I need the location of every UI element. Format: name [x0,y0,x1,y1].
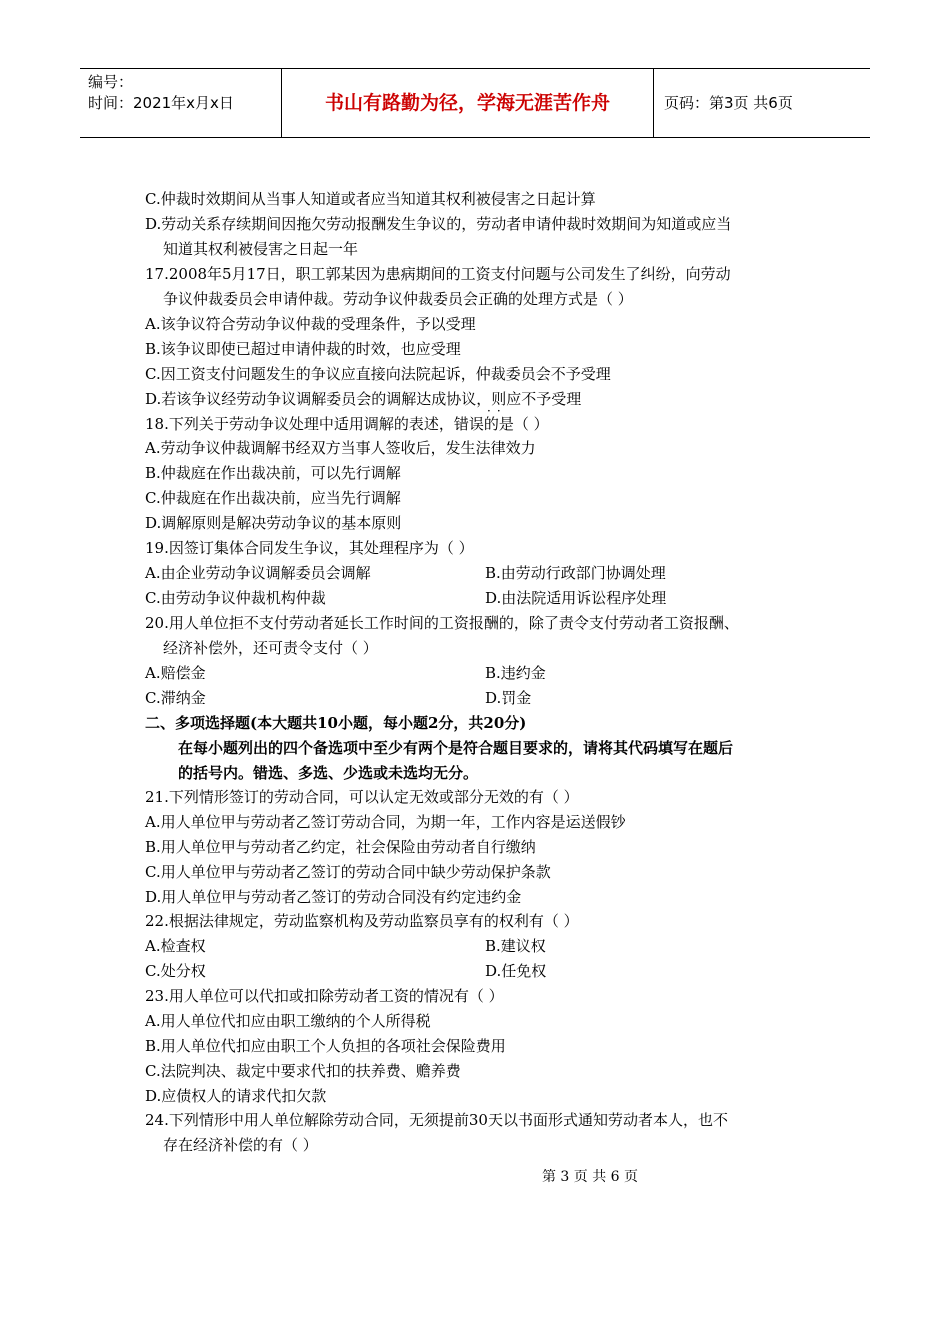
option-line: D.调解原则是解决劳动争议的基本原则 [145,514,402,532]
option-line: A.赔偿金 [145,664,206,682]
option-line: C.法院判决、裁定中要求代扣的扶养费、赡养费 [145,1062,461,1080]
header-meta-cell [80,69,282,137]
option-line: 知道其权利被侵害之日起一年 [163,240,359,258]
option-line: A.由企业劳动争议调解委员会调解 [145,564,371,582]
question-17-cont: 争议仲裁委员会申请仲裁。劳动争议仲裁委员会正确的处理方式是（ ） [163,290,633,308]
option-line: D.劳动关系存续期间因拖欠劳动报酬发生争议的，劳动者申请仲裁时效期间为知道或应当 [145,215,732,233]
question-22: 22.根据法律规定，劳动监察机构及劳动监察员享有的权利有（ ） [145,912,579,930]
section-instruction: 在每小题列出的四个备选项中至少有两个是符合题目要求的，请将其代码填写在题后 [178,739,734,757]
question-20: 20.用人单位拒不支付劳动者延长工作时间的工资报酬的，除了责令支付劳动者工资报酬、 [145,614,739,632]
option-line: A.用人单位代扣应由职工缴纳的个人所得税 [145,1012,431,1030]
option-line: D.若该争议经劳动争议调解委员会的调解达成协议，则应不予受理 [145,390,582,408]
option-line: A.劳动争议仲裁调解书经双方当事人签收后，发生法律效力 [145,439,536,457]
option-line: C.处分权 [145,962,206,980]
option-line: A.检查权 [145,937,206,955]
section-heading: 二、多项选择题(本大题共10小题，每小题2分，共20分) [145,714,527,732]
document-number: 编号： [88,73,134,91]
page-footer: 第 3 页 共 6 页 [541,1169,639,1185]
option-line: C.因工资支付问题发生的争议应直接向法院起诉，仲裁委员会不予受理 [145,365,611,383]
option-line: C.由劳动争议仲裁机构仲裁 [145,589,326,607]
document-date: 时间：2021年x月x日 [88,94,234,112]
option-line: A.该争议符合劳动争议仲裁的受理条件，予以受理 [145,315,476,333]
header-motto: 书山有路勤为径，学海无涯苦作舟 [282,69,654,137]
question-17: 17.2008年5月17日，职工郭某因为患病期间的工资支付问题与公司发生了纠纷，向劳动 [145,265,731,283]
question-20-cont: 经济补偿外，还可责令支付（ ） [163,639,378,657]
option-line: D.罚金 [485,689,532,707]
option-line: C.滞纳金 [145,689,206,707]
option-line: C.仲裁庭在作出裁决前，应当先行调解 [145,489,401,507]
question-24-cont: 存在经济补偿的有（ ） [163,1136,318,1154]
option-line: B.建议权 [485,937,546,955]
question-21: 21.下列情形签订的劳动合同，可以认定无效或部分无效的有（ ） [145,788,579,806]
section-instruction-cont: 的括号内。错选、多选、少选或未选均无分。 [178,764,479,782]
question-18: 18.下列关于劳动争议处理中适用调解的表述，错误的是（ ） [145,415,549,433]
question-23: 23.用人单位可以代扣或扣除劳动者工资的情况有（ ） [145,987,504,1005]
option-line: A.用人单位甲与劳动者乙签订劳动合同，为期一年，工作内容是运送假钞 [145,813,626,831]
option-line: B.仲裁庭在作出裁决前，可以先行调解 [145,464,401,482]
option-line: B.该争议即使已超过申请仲裁的时效，也应受理 [145,340,461,358]
option-line: B.用人单位甲与劳动者乙约定，社会保险由劳动者自行缴纳 [145,838,536,856]
option-line: D.用人单位甲与劳动者乙签订的劳动合同没有约定违约金 [145,888,522,906]
option-line: D.应债权人的请求代扣欠款 [145,1087,327,1105]
option-line: D.由法院适用诉讼程序处理 [485,589,667,607]
header-page-number: 页码：第3页 共6页 [664,94,793,112]
question-24: 24.下列情形中用人单位解除劳动合同，无须提前30天以书面形式通知劳动者本人，也不 [145,1111,728,1129]
option-line: B.违约金 [485,664,546,682]
document-header [80,68,870,138]
option-line: C.用人单位甲与劳动者乙签订的劳动合同中缺少劳动保护条款 [145,863,551,881]
option-line: C.仲裁时效期间从当事人知道或者应当知道其权利被侵害之日起计算 [145,190,596,208]
emphasis-dots: ·· [487,404,507,418]
option-line: B.用人单位代扣应由职工个人负担的各项社会保险费用 [145,1037,506,1055]
option-line: B.由劳动行政部门协调处理 [485,564,666,582]
option-line: D.任免权 [485,962,547,980]
question-19: 19.因签订集体合同发生争议，其处理程序为（ ） [145,539,474,557]
